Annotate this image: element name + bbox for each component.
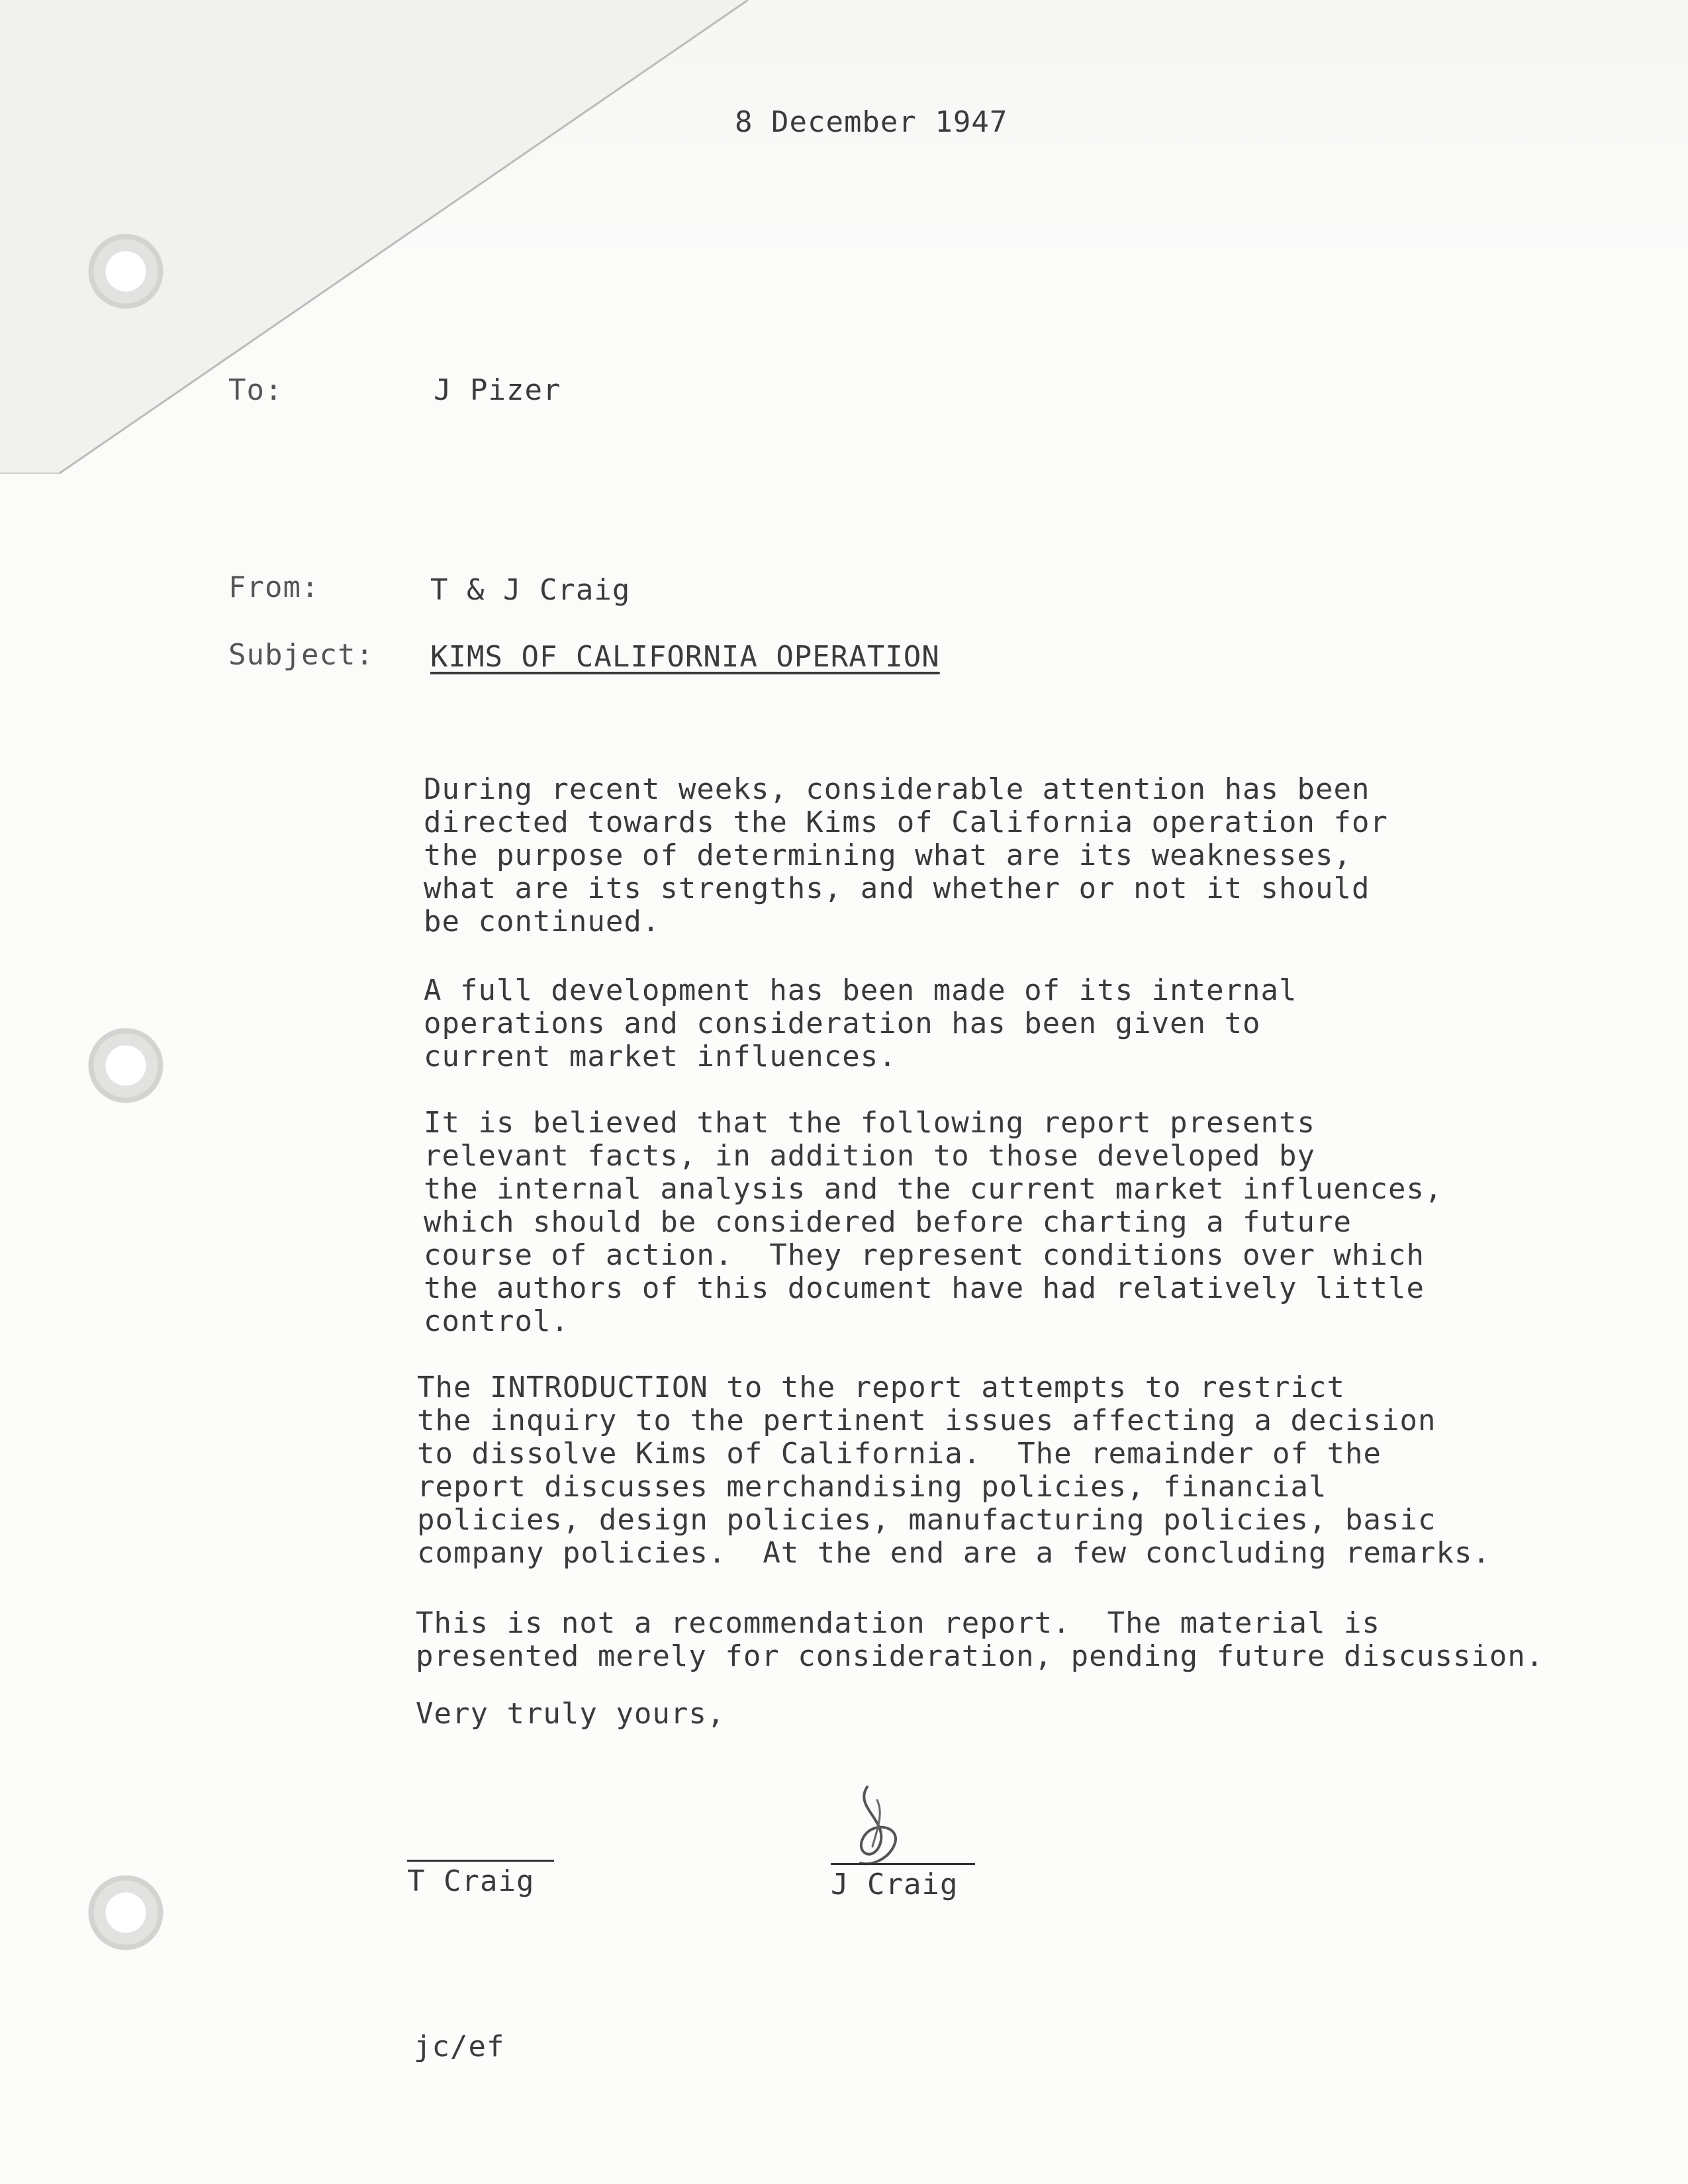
signature-line-left (407, 1860, 554, 1862)
paragraph-line: relevant facts, in addition to those developed by (424, 1139, 1316, 1173)
signature-scribble (841, 1780, 920, 1873)
paragraph-line: report discusses merchandising policies, financial (417, 1470, 1327, 1504)
paragraph-line: A full development has been made of its internal (424, 974, 1297, 1007)
paragraph-line: what are its strengths, and whether or not it should (424, 872, 1370, 905)
subject-value: KIMS OF CALIFORNIA OPERATION (430, 640, 940, 674)
paragraph-line: the purpose of determining what are its weaknesses, (424, 839, 1352, 872)
signature-line-right (831, 1863, 975, 1865)
from-value: T & J Craig (430, 573, 631, 607)
paragraph-line: directed towards the Kims of California operation for (424, 805, 1388, 839)
memo-date: 8 December 1947 (735, 105, 1008, 139)
paragraph-line: control. (424, 1304, 569, 1338)
body-paragraph-3 (424, 1107, 1442, 1338)
punch-hole-middle (86, 1026, 165, 1105)
paragraph-line: the authors of this document have had relatively little (424, 1271, 1425, 1305)
body-paragraph-1 (424, 773, 1388, 938)
signature-name-left: T Craig (407, 1864, 535, 1898)
paragraph-line: which should be considered before charting a future (424, 1205, 1352, 1239)
closing-salutation: Very truly yours, (416, 1697, 726, 1731)
paragraph-line: During recent weeks, considerable attention has been (424, 772, 1370, 806)
typist-initials: jc/ef (414, 2030, 505, 2064)
paragraph-line: operations and consideration has been given to (424, 1007, 1261, 1040)
paragraph-line: company policies. At the end are a few concluding remarks. (417, 1536, 1491, 1570)
paragraph-line: the internal analysis and the current market influences, (424, 1172, 1443, 1206)
paragraph-line: The INTRODUCTION to the report attempts to restrict (417, 1371, 1346, 1404)
punch-hole-bottom (86, 1873, 165, 1952)
paragraph-line: the inquiry to the pertinent issues affecting a decision (417, 1404, 1436, 1437)
paragraph-line: be continued. (424, 905, 661, 938)
paragraph-line: course of action. They represent conditions over which (424, 1238, 1425, 1272)
signature-name-right: J Craig (831, 1868, 959, 1901)
punch-hole-top (86, 232, 165, 311)
paragraph-line: It is believed that the following report presents (424, 1106, 1316, 1140)
paragraph-line: This is not a recommendation report. The material is (416, 1606, 1380, 1640)
to-value: J Pizer (434, 373, 561, 407)
from-label: From: (228, 570, 320, 604)
paragraph-line: to dissolve Kims of California. The remainder of the (417, 1437, 1382, 1471)
body-paragraph-2 (424, 974, 1297, 1073)
body-paragraph-5 (416, 1607, 1544, 1673)
to-label: To: (228, 373, 283, 407)
paragraph-line: policies, design policies, manufacturing policies, basic (417, 1503, 1436, 1537)
subject-label: Subject: (228, 638, 374, 672)
paragraph-line: presented merely for consideration, pending future discussion. (416, 1639, 1544, 1673)
paragraph-line: current market influences. (424, 1040, 897, 1073)
body-paragraph-4 (417, 1371, 1491, 1570)
